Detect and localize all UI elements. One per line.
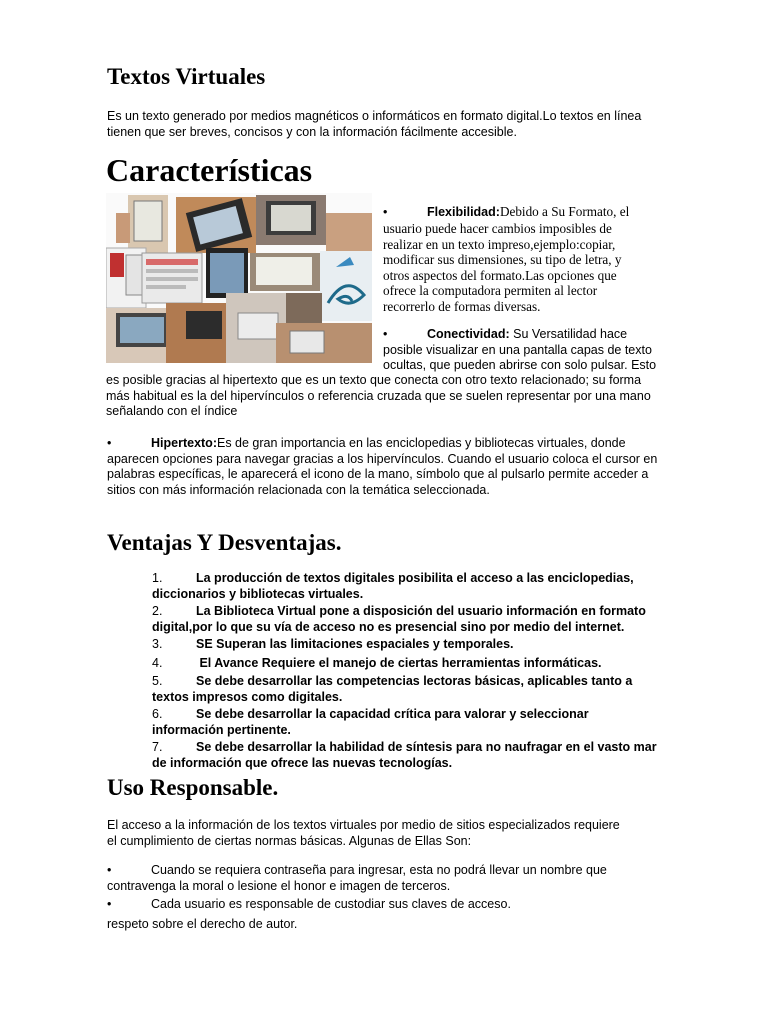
flexibilidad-label: Flexibilidad: xyxy=(427,205,500,219)
conectividad-label: Conectividad: xyxy=(427,327,510,341)
hipertexto-label: Hipertexto: xyxy=(151,436,217,450)
uso-bullet xyxy=(107,897,511,913)
list-item xyxy=(152,740,672,771)
uso-intro-line: El acceso a la información de los textos virtuales por medio de sitios especializados requiere xyxy=(107,818,620,832)
flexibilidad-text-line: usuario puede hacer cambios imposibles de xyxy=(383,221,612,236)
intro-paragraph xyxy=(107,109,641,140)
list-item-text: La Biblioteca Virtual pone a disposición del usuario información en formato xyxy=(196,604,646,618)
bullet-marker: • xyxy=(107,436,112,450)
section-heading-ventajas: Ventajas Y Desventajas. xyxy=(107,530,342,555)
ventajas-list xyxy=(152,571,672,771)
uso-bullet-text: Cada usuario es responsable de custodiar sus claves de acceso. xyxy=(151,897,511,911)
list-item xyxy=(152,674,672,705)
list-item-number: 4. xyxy=(152,655,163,670)
list-item-text: El Avance Requiere el manejo de ciertas herramientas informáticas. xyxy=(196,655,602,670)
list-item xyxy=(152,604,672,635)
flexibilidad-text-line: realizar en un texto impreso,ejemplo:copiar, xyxy=(383,236,616,252)
list-item-continuation: diccionarios y bibliotecas virtuales. xyxy=(152,586,364,601)
list-item-number: 6. xyxy=(152,707,163,721)
uso-bullet xyxy=(107,863,607,894)
uso-trailing-line: respeto sobre el derecho de autor. xyxy=(107,917,298,931)
list-item-continuation: de información que ofrece las nuevas tecnologías. xyxy=(152,755,453,770)
conectividad-text-line: señalando con el índice xyxy=(106,404,238,418)
bullet-marker: • xyxy=(383,327,388,341)
list-item-number: 2. xyxy=(152,604,163,618)
conectividad-text: Su Versatilidad hace xyxy=(509,327,628,341)
bullet-marker: • xyxy=(107,897,112,911)
uso-bullet-continuation: contravenga la moral o lesione el honor e imagen de terceros. xyxy=(107,878,451,893)
conectividad-text-line: posible visualizar en una pantalla capas de texto xyxy=(383,342,652,357)
list-item-number: 7. xyxy=(152,740,163,754)
intro-line: Es un texto generado por medios magnéticos o informáticos en formato digital.Lo textos en línea xyxy=(107,109,642,123)
list-item xyxy=(152,571,672,602)
intro-line: tienen que ser breves, concisos y con la información fácilmente accesible. xyxy=(107,124,517,139)
conectividad-continuation xyxy=(106,373,651,420)
bullet-conectividad xyxy=(383,327,656,374)
flexibilidad-text-line: recorrerlo de formas diversas. xyxy=(383,298,541,314)
hipertexto-text-line: aparecen opciones para navegar gracias a los hipervínculos. Cuando el usuario coloca el cursor en xyxy=(107,451,658,466)
list-item-continuation: textos impresos como digitales. xyxy=(152,689,343,704)
list-item xyxy=(152,707,672,738)
list-item-number: 5. xyxy=(152,674,163,688)
flexibilidad-text-line: otros aspectos del formato.Las opciones que xyxy=(383,267,617,283)
collage-svg xyxy=(106,193,372,363)
uso-intro-line: el cumplimiento de ciertas normas básicas. Algunas de Ellas Son: xyxy=(107,833,472,848)
hipertexto-text-line: palabras específicas, le aparecerá el icono de la mano, símbolo que al pulsarlo permite acceder a xyxy=(107,467,649,481)
list-item xyxy=(152,637,672,653)
list-item-text: Se debe desarrollar la habilidad de síntesis para no naufragar en el vasto mar xyxy=(196,740,657,754)
list-item-text: Se debe desarrollar la capacidad crítica para valorar y seleccionar xyxy=(196,707,589,721)
hipertexto-text: Es de gran importancia en las enciclopedias y bibliotecas virtuales, donde xyxy=(216,436,626,450)
bullet-marker: • xyxy=(383,205,388,219)
list-item-text: La producción de textos digitales posibilita el acceso a las enciclopedias, xyxy=(196,571,634,585)
bullet-hipertexto xyxy=(107,436,657,498)
devices-collage-image xyxy=(106,193,372,363)
uso-bullet-text: Cuando se requiera contraseña para ingresar, esta no podrá llevar un nombre que xyxy=(151,863,607,877)
conectividad-text-line: más habitual es la del hipervínculos o referencia cruzada que se suelen representar por una mano xyxy=(106,388,651,403)
conectividad-text-line: es posible gracias al hipertexto que es un texto que conecta con otro texto relacionado; su forma xyxy=(106,373,642,387)
list-item xyxy=(152,656,672,672)
flexibilidad-text-line: Debido a Su Formato, el xyxy=(499,204,630,219)
section-heading-caracteristicas: Características xyxy=(106,152,313,188)
list-item-continuation: digital,por lo que su vía de acceso no es presencial sino por medio del internet. xyxy=(152,619,625,634)
list-item-continuation: información pertinente. xyxy=(152,722,291,737)
bullet-flexibilidad xyxy=(383,203,673,315)
uso-intro xyxy=(107,818,620,849)
page-title: Textos Virtuales xyxy=(107,64,266,89)
section-heading-uso: Uso Responsable. xyxy=(107,775,279,800)
list-item-number: 1. xyxy=(152,571,163,585)
flexibilidad-text-line: modificar sus dimensiones, su tipo de letra, y xyxy=(383,252,622,268)
list-item-number: 3. xyxy=(152,637,163,651)
list-item-text: Se debe desarrollar las competencias lectoras básicas, aplicables tanto a xyxy=(196,674,633,688)
list-item-text: SE Superan las limitaciones espaciales y temporales. xyxy=(196,637,514,651)
hipertexto-text-line: sitios con más información relacionada con la temática seleccionada. xyxy=(107,482,490,497)
bullet-marker: • xyxy=(107,863,112,877)
conectividad-text-line: ocultas, que pueden abrirse con solo pulsar. Esto xyxy=(383,358,657,372)
flexibilidad-text-line: ofrece la computadora permiten al lector xyxy=(383,283,598,299)
